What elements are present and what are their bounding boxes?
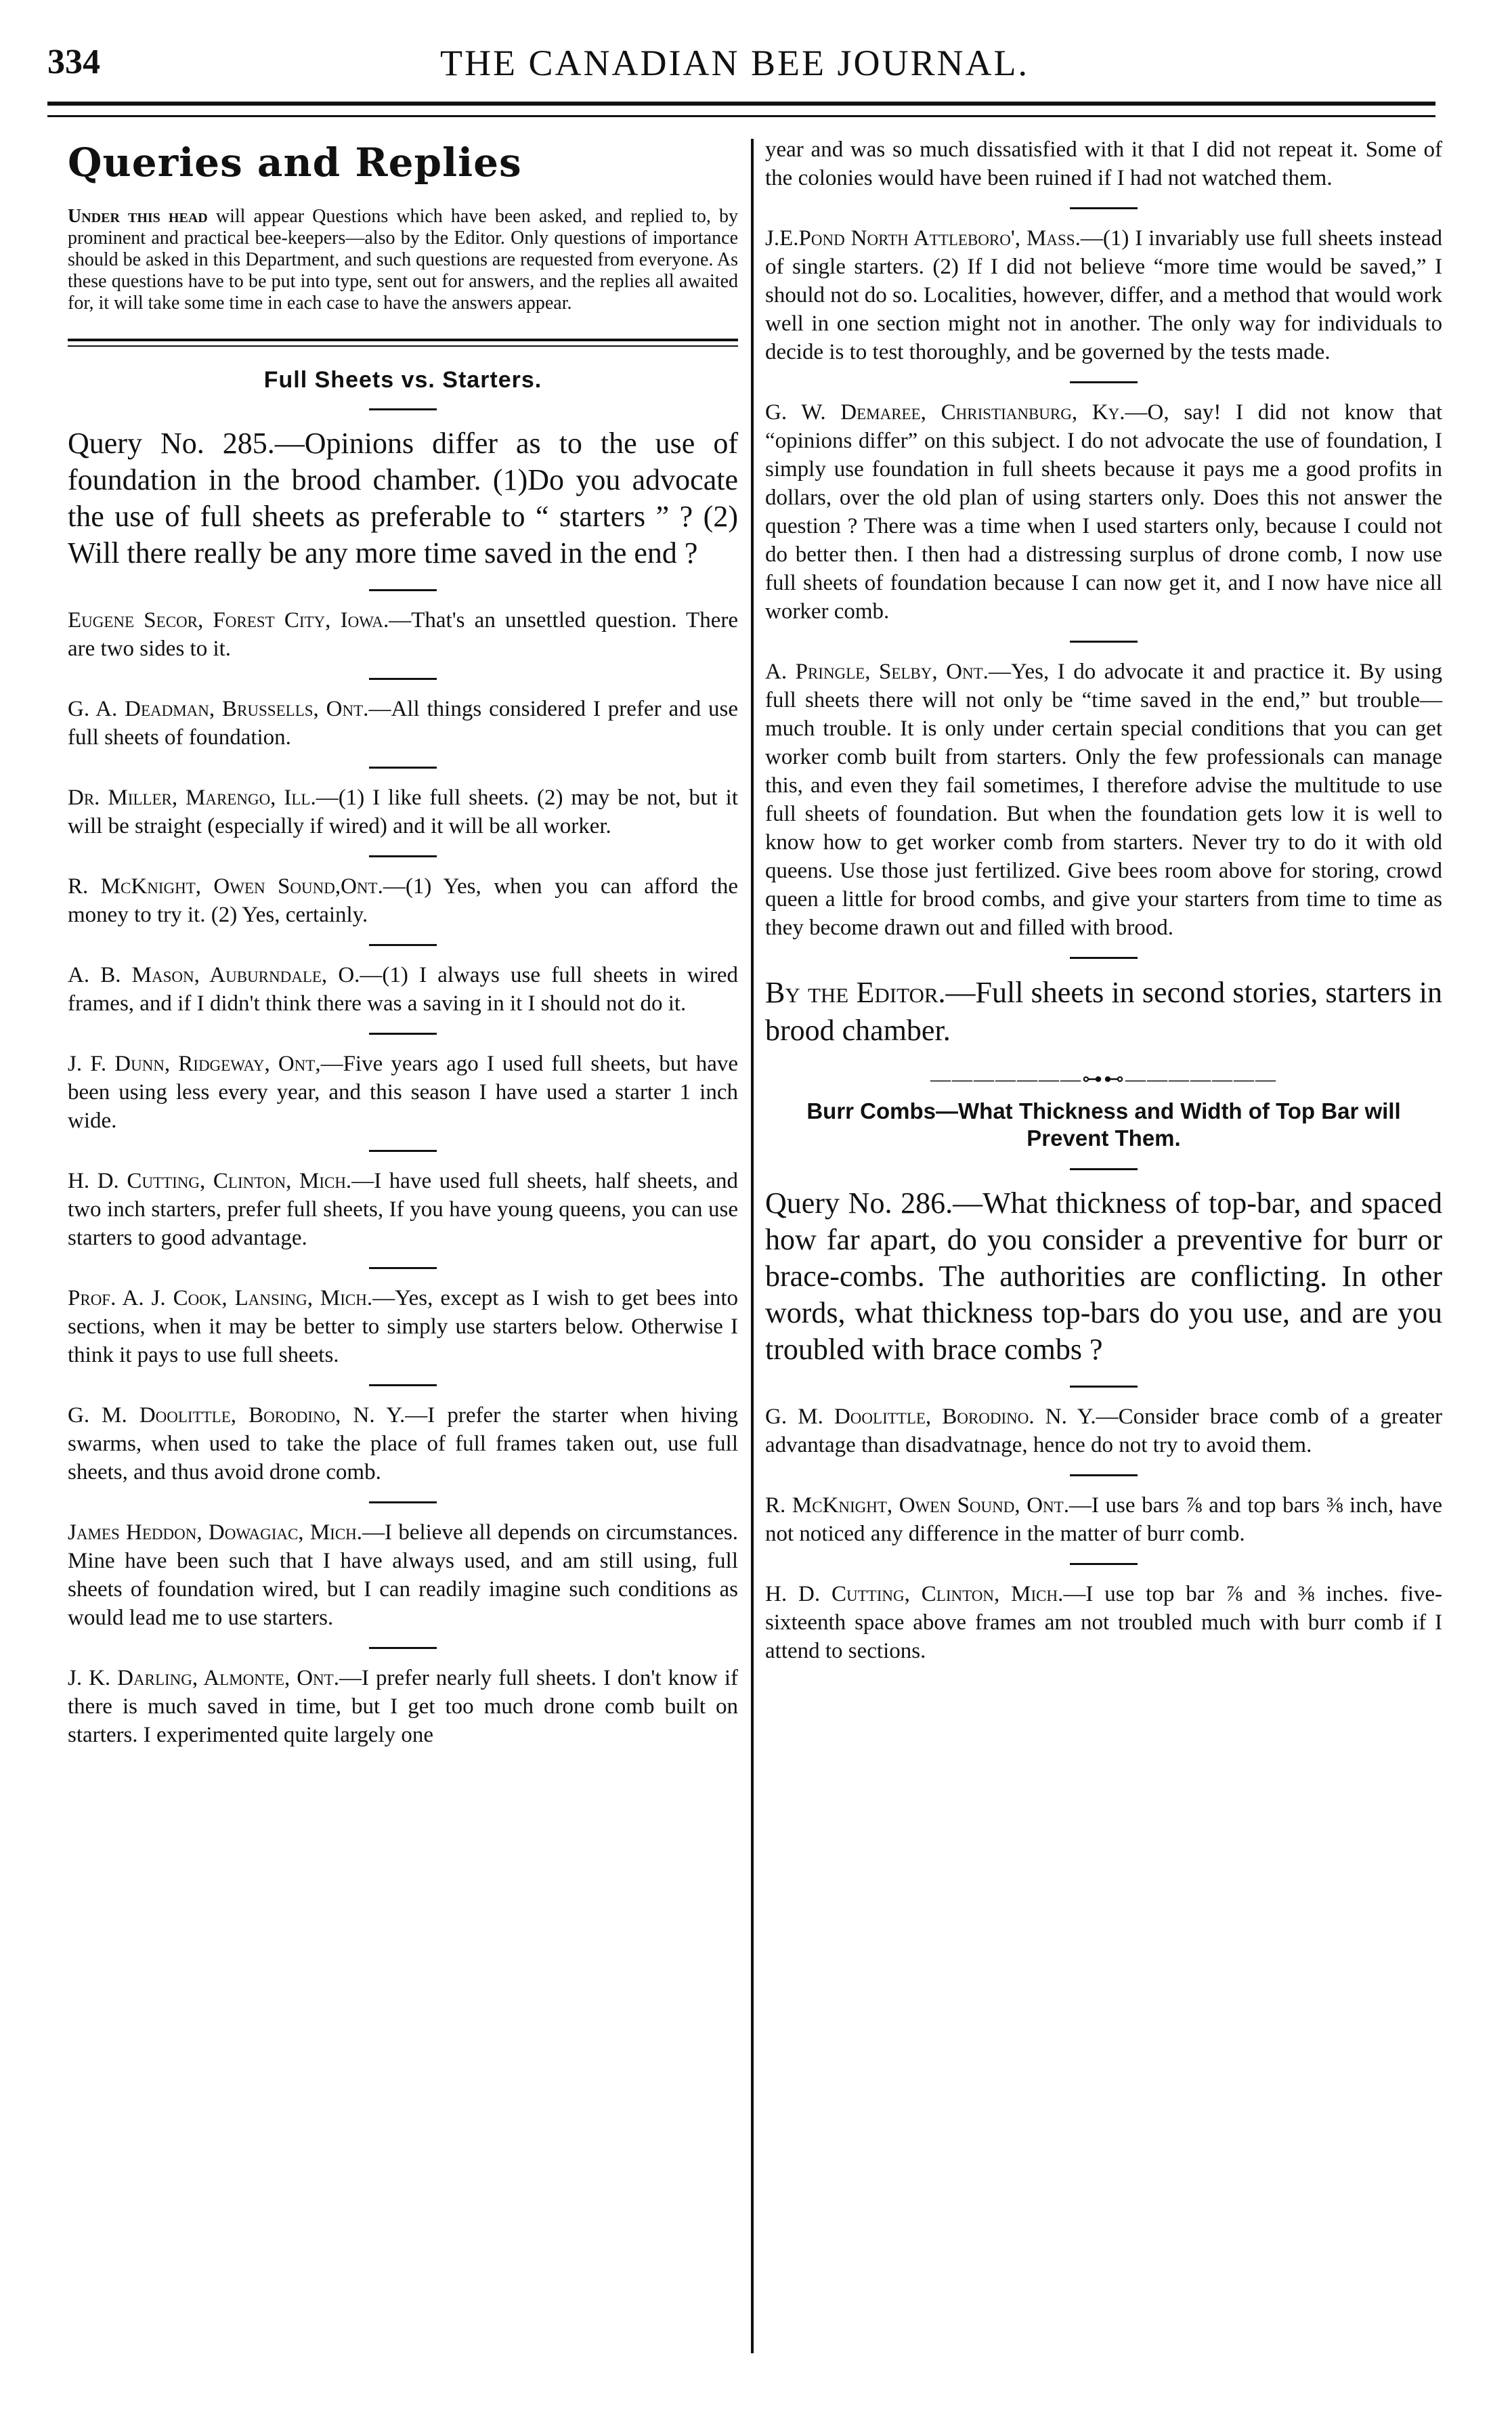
respondent-name: Eugene Secor, Forest City, Iowa. [68,608,389,633]
answer-text: —I prefer nearly full sheets. I don't know if there is much saved in time, but I get too much drone comb built on starters. I experimented quite largely one [68,1666,738,1747]
answer-heddon [68,1518,738,1632]
editor-text: —Full sheets in second stories, starters in brood chamber. [765,976,1442,1047]
separator [1070,1168,1138,1170]
query-286: Query No. 286.—What thickness of top-bar, and spaced how far apart, do you consider a preventive for burr or brace-combs. The authorities are conflicting. In other words, what thickness top-bars do you use, and are you troubled with brace combs ? [765,1186,1442,1366]
respondent-name: H. D. Cutting, Clinton, Mich. [765,1582,1064,1606]
intro-text: will appear Questions which have been asked, and replied to, by prominent and practical bee-keepers—also by the Editor. Only questions of importance should be asked in this Department, and such questions are requested from everyone. As these questions have to be put into type, sent out for answers, and the replies all awaited for, it will take some time in each case to have the answers appear. [68,206,738,314]
editor-answer [765,974,1442,1050]
separator [369,589,437,591]
intro-lead: Under this head [68,206,208,227]
journal-title: THE CANADIAN BEE JOURNAL. [440,43,1029,83]
respondent-name: J.E.Pond North Attleboro', Mass. [765,226,1081,251]
subheading-full-sheets: Full Sheets vs. Starters. [263,367,542,393]
answer-text: —I have used full sheets, half sheets, and two inch starters, prefer full sheets, If you have young queens, you can use starters to good advantage. [68,1169,738,1250]
respondent-name: J. F. Dunn, Ridgeway, Ont, [68,1052,321,1076]
answer-mason [68,961,738,1018]
editor-name: By the Editor. [765,976,946,1009]
answer-mcknight [68,872,738,929]
separator [1070,957,1138,959]
answer-text: —(1) I like full sheets. (2) may be not, but it will be straight (especially if wired) and it will be all worker. [68,786,738,838]
query-285: Query No. 285.—Opinions differ as to the use of foundation in the brood chamber. (1)Do you advocate the use of full sheets as preferable to “ starters ” ? (2) Will there really be any more time saved in the end ? [68,427,738,570]
section-rule [68,339,738,341]
respondent-name: J. K. Darling, Almonte, Ont. [68,1666,339,1690]
column-divider [751,139,754,2353]
respondent-name: G. M. Doolittle, Borodino. N. Y. [765,1405,1096,1429]
respondent-name: A. Pringle, Selby, Ont. [765,660,989,684]
answer-cutting [68,1167,738,1252]
ornament-divider: ———————⊶⊷——————— [930,1068,1277,1090]
left-column [68,135,738,1753]
subheading-burr-combs: Burr Combs—What Thickness and Width of Top Bar will Prevent Them. [806,1098,1401,1151]
respondent-name: G. M. Doolittle, Borodino, N. Y. [68,1403,406,1428]
page-header [41,42,1429,89]
separator [369,767,437,769]
answer-deadman [68,695,738,752]
answer-text: —Yes, I do advocate it and practice it. By using full sheets there will not only be “time saved in the end,” but trouble—much trouble. It is only under certain special conditions that you can get worker comb built from starters. Only the few professionals can manage this, and even they fail sometimes, I therefore advise the multitude to use full sheets of foundation. But when the foundation gets low it is well to know how to get worker comb from starters. Never try to do it with old queens. Use those just fertilized. Give bees room above for storing, crowd queen a little for brood combs, and give your starters from time to time as they become drawn out and filled with brood. [765,660,1442,940]
answer-text: —I believe all depends on circumstances. Mine have been such that I have always used, and am still using, full sheets of foundation wired, but I can readily imagine such conditions as would lead me to use starters. [68,1520,738,1630]
answer-miller [68,784,738,840]
separator [369,678,437,680]
section-title: Queries and Replies [68,140,522,186]
answer-demaree [765,398,1442,626]
separator [369,1647,437,1649]
separator [369,1033,437,1035]
respondent-name: R. McKnight, Owen Sound, Ont. [765,1493,1069,1518]
answer-secor [68,606,738,663]
separator [369,855,437,857]
answer-dunn [68,1050,738,1135]
answer-continuation: year and was so much dissatisfied with it that I did not repeat it. Some of the colonies would have been ruined if I had not watched them. [765,137,1442,190]
separator [369,1384,437,1386]
respondent-name: G. A. Deadman, Brussells, Ont. [68,697,369,721]
answer-cook [68,1284,738,1369]
answer-text: —I prefer the starter when hiving swarms, when used to take the place of full frames taken out, use full sheets, and thus avoid drone comb. [68,1403,738,1484]
answer-mcknight-2 [765,1491,1442,1548]
separator [369,944,437,946]
answer-text: —I use top bar ⅞ and ⅜ inches. five-sixteenth space above frames am not troubled much with burr comb if I attend to sections. [765,1582,1442,1663]
right-column [765,135,1442,1669]
respondent-name: R. McKnight, Owen Sound,Ont. [68,874,383,899]
answer-text: —Five years ago I used full sheets, but have been using less every year, and this season I have used a starter 1 inch wide. [68,1052,738,1133]
separator [1070,381,1138,383]
respondent-name: H. D. Cutting, Clinton, Mich. [68,1169,352,1193]
separator [1070,1386,1138,1388]
section-rule-thin [68,345,738,347]
header-rule-thin [47,115,1435,117]
answer-text: —All things considered I prefer and use full sheets of foundation. [68,697,738,750]
respondent-name: Prof. A. J. Cook, Lansing, Mich. [68,1286,373,1310]
answer-text: —I use bars ⅞ and top bars ⅜ inch, have not noticed any difference in the matter of burr comb. [765,1493,1442,1546]
answer-pringle [765,658,1442,942]
separator [369,1501,437,1503]
answer-text: —(1) Yes, when you can afford the money to try it. (2) Yes, certainly. [68,874,738,927]
answer-text: —O, say! I did not know that “opinions differ” on this subject. I do not advocate the use of foundation, I simply use foundation in full sheets because it pays me a good profits in dollars, over the old plan of using starters only. Does this not answer the question ? There was a time when I used starters only, because I could not do better then. I then had a distressing surplus of drone comb, I now use full sheets of foundation because I can now get it, and I now have nice all worker comb. [765,400,1443,624]
page-number: 334 [47,43,100,81]
intro-paragraph [68,206,738,314]
separator [1070,1563,1138,1565]
respondent-name: Dr. Miller, Marengo, Ill. [68,786,316,810]
answer-text: —Yes, except as I wish to get bees into sections, when it may be better to simply use starters below. Otherwise I think it pays to use full sheets. [68,1286,739,1367]
separator [1070,641,1138,643]
separator [369,1150,437,1152]
answer-doolittle-2 [765,1402,1442,1459]
answer-text: —That's an unsettled question. There are two sides to it. [68,608,738,661]
answer-text: —Consider brace comb of a greater advantage than disadvatnage, hence do not try to avoid them. [765,1405,1442,1457]
separator [369,408,437,410]
respondent-name: G. W. Demaree, Christianburg, Ky. [765,400,1125,425]
header-rule [47,102,1435,106]
separator [369,1267,437,1269]
answer-darling [68,1664,738,1749]
answer-text: —(1) I always use full sheets in wired frames, and if I didn't think there was a saving in it I should not do it. [68,963,738,1016]
answer-cutting-2 [765,1580,1442,1665]
answer-pond [765,224,1442,366]
respondent-name: James Heddon, Dowagiac, Mich. [68,1520,363,1545]
separator [1070,1474,1138,1476]
answer-doolittle [68,1401,738,1486]
separator [1070,207,1138,209]
respondent-name: A. B. Mason, Auburndale, O. [68,963,360,987]
answer-text: —(1) I invariably use full sheets instead of single starters. (2) If I did not believe “more time would be saved,” I should not do so. Localities, however, differ, and a method that would work well in one section might not in another. The only way for individuals to decide is to test thoroughly, and be governed by the tests made. [765,226,1442,364]
